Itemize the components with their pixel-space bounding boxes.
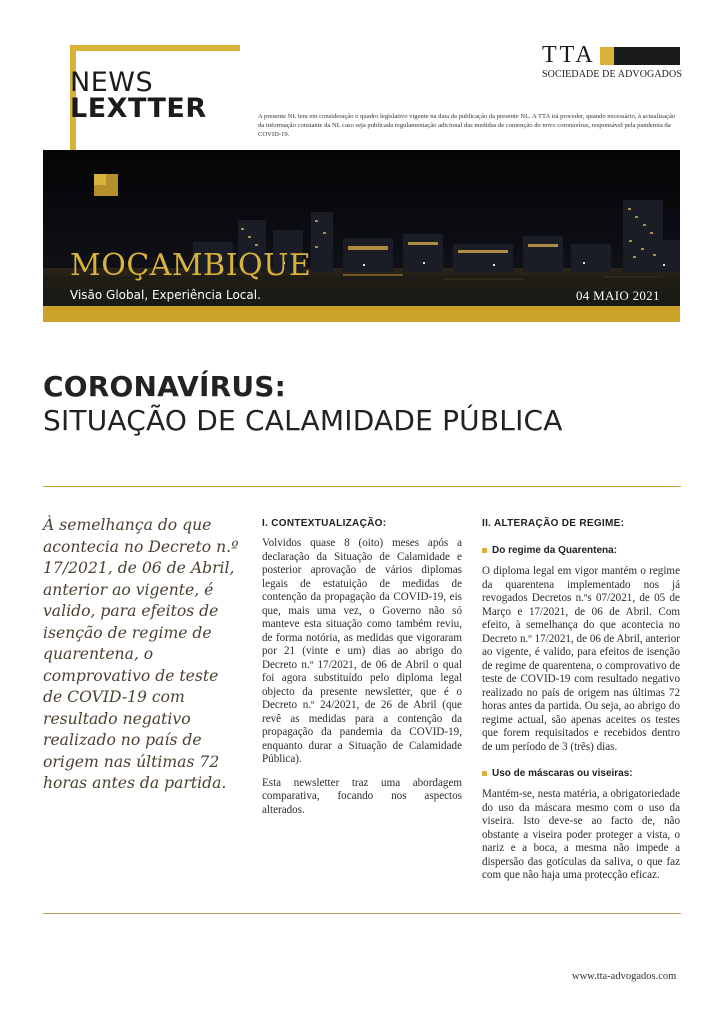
divider-bottom bbox=[43, 913, 681, 914]
brand-subtitle: SOCIEDADE DE ADVOGADOS bbox=[542, 69, 682, 80]
footer-website-link[interactable]: www.tta-advogados.com bbox=[572, 971, 677, 982]
brand-name: TTA bbox=[542, 42, 596, 68]
newsletter-title-line2: LEXTTER bbox=[70, 93, 207, 124]
divider-top bbox=[43, 486, 681, 487]
paragraph: Esta newsletter traz uma abordagem comparativa, focando nos aspectos alterados. bbox=[262, 776, 462, 816]
pull-quote: À semelhança do que acontecia no Decreto n.º 17/2021, de 06 de Abril, anterior ao vigente, é valido, para efeitos de isenção de regime de quarentena, o comprovativo de teste de COVID-19 com resultado negativo realizado no país de origem nas últimas 72 horas antes da partida. bbox=[43, 516, 239, 792]
subsection-title-text: Uso de máscaras ou viseiras: bbox=[492, 768, 633, 779]
newsletter-title-line1: NEWS bbox=[70, 67, 154, 98]
square-bullet-icon bbox=[482, 548, 487, 553]
tagline: Visão Global, Experiência Local. bbox=[70, 288, 261, 302]
paragraph: O diploma legal em vigor mantém o regime da quarentena implementado nos já revogados Decretos n.ºs 07/2021, de 05 de Março e 17/2021, de 06 de Abril. Com efeito, à semelhança do que acontecia no Decreto n.º 17/2021, de 06 de Abril, anterior ao vigente, é valido, para efeitos de isenção de regime de quarentena, o comprovativo de teste de COVID-19 com resultado negativo realizado no país de origem nas últimas 72 horas antes da partida. Ou seja, ao abrigo do regime actual, são apenas aceites os testes que forem requisitados e recebidos dentro de um período de 3 (três) dias. bbox=[482, 565, 680, 753]
issue-date: 04 MAIO 2021 bbox=[576, 288, 660, 303]
brand-bar-gold bbox=[600, 47, 614, 65]
page-title-line1: CORONAVÍRUS: bbox=[43, 370, 287, 403]
page-title-line2: SITUAÇÃO DE CALAMIDADE PÚBLICA bbox=[43, 404, 563, 437]
subsection-title-quarentena bbox=[482, 545, 680, 556]
brand-bar-black bbox=[614, 47, 680, 65]
section-title: I. CONTEXTUALIZAÇÃO: bbox=[262, 518, 387, 529]
subsection-title-mascaras bbox=[482, 768, 680, 779]
section-alteracao-regime bbox=[482, 518, 680, 893]
gold-square-decoration bbox=[94, 174, 118, 196]
country-title: MOÇAMBIQUE bbox=[70, 248, 312, 283]
page-title bbox=[43, 370, 683, 439]
paragraph: Volvidos quase 8 (oito) meses após a declaração da Situação de Calamidade e posterior aprovação de vários diplomas legais de estatuição de medidas de contenção da propagação da COVID-19, eis que, mais uma vez, o Governo não só manteve esta situação como também reviu, de forma notória, as medidas que vigoraram por 21 (vinte e um) dias ao abrigo do Decreto n.º 17/2021, de 06 de Abril o qual foi agora substituído pelo diploma legal objecto da presente newsletter, que é o Decreto n.º 24/2021, de 26 de Abril (que revê as medidas para a contenção da propagação da pandemia da COVID-19, enquanto durar a Situação de Calamidade Pública). bbox=[262, 537, 462, 765]
square-bullet-icon bbox=[482, 771, 487, 776]
banner-gold-strip bbox=[43, 306, 680, 322]
disclaimer-text: A presente NL tem em consideração o quadro legislativo vigente na data da publicação da presente NL. A TTA irá proceder, quando necessário, à actualização da informação constante da NL caso seja publicada regulamentação adicional das medidas de contenção do novo coronavírus, responsável pela pandemia da COVID-19. bbox=[258, 113, 676, 138]
brand-logo bbox=[540, 44, 682, 84]
frame-gap bbox=[240, 45, 252, 150]
newsletter-title bbox=[70, 67, 207, 124]
subsection-title-text: Do regime da Quarentena: bbox=[492, 545, 618, 556]
section-contextualizacao bbox=[262, 518, 462, 827]
section-title: II. ALTERAÇÃO DE REGIME: bbox=[482, 518, 625, 529]
paragraph: Mantém-se, nesta matéria, a obrigatoriedade do uso da máscara mesmo com o uso da viseira. Isto deve-se ao facto de, não obstante a viseira poder proteger a vista, o nariz e a boca, a mesma não impede a dispersão das gotículas da saliva, o que faz com que não haja uma protecção eficaz. bbox=[482, 788, 680, 881]
